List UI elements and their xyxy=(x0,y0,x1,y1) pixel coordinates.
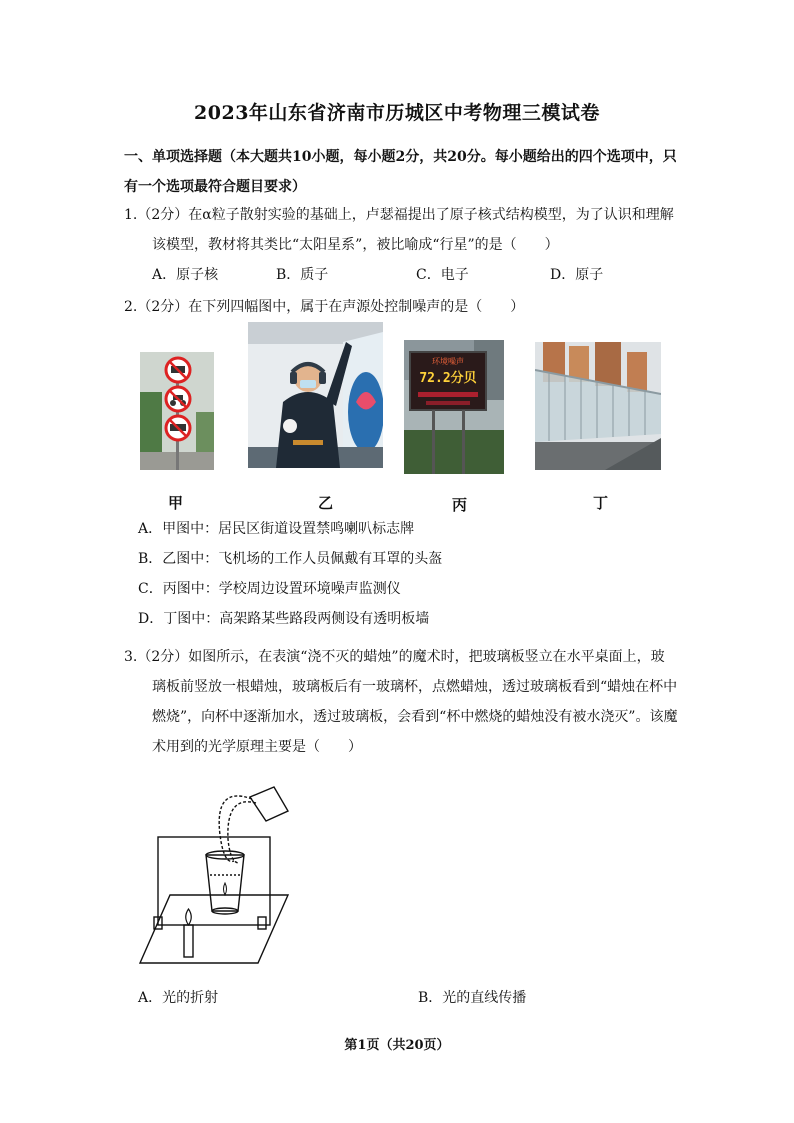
q2-option-d: D．丁图中：高架路某些路段两侧设有透明板墙 xyxy=(138,611,430,627)
no-tractor-sign-icon xyxy=(166,416,190,440)
candle-icon xyxy=(184,925,193,957)
q2-option-c: C．丙图中：学校周边设置环境噪声监测仪 xyxy=(138,581,401,597)
no-motorcycle-sign-icon xyxy=(166,387,190,411)
caption-yi: 乙 xyxy=(318,494,334,512)
q1-option-c: C．电子 xyxy=(416,267,469,283)
image-bing-noise-monitor xyxy=(404,340,504,474)
image-jia-no-horn-signs xyxy=(140,352,214,470)
question-2-stem: 2.（2分）在下列四幅图中，属于在声源处控制噪声的是（ ） xyxy=(124,299,525,315)
question-3-line1: 3.（2分）如图所示，在表演“浇不灭的蜡烛”的魔术时，把玻璃板竖立在水平桌面上，玻 xyxy=(124,649,665,665)
section-heading: 一、单项选择题（本大题共10小题，每小题2分，共20分。每小题给出的四个选项中，只有一个选项最符合题目要求） xyxy=(124,149,677,195)
question-3-line4: 术用到的光学原理主要是（ ） xyxy=(152,739,362,755)
q3-option-b: B．光的直线传播 xyxy=(418,990,527,1006)
question-1-line2: 该模型，教材将其类比“太阳星系”，被比喻成“行星”的是（ ） xyxy=(152,237,559,253)
no-horn-sign-icon xyxy=(166,358,190,382)
image-yi-airport-worker xyxy=(248,322,383,468)
q1-option-d: D．原子 xyxy=(550,267,604,283)
q2-option-a: A．甲图中：居民区街道设置禁鸣喇叭标志牌 xyxy=(138,521,415,537)
ear-muff-icon xyxy=(290,372,297,384)
caption-ding: 丁 xyxy=(593,494,609,512)
question-3-line2: 璃板前竖放一根蜡烛，玻璃板后有一玻璃杯，点燃蜡烛，透过玻璃板看到“蜡烛在杯中 xyxy=(152,679,678,695)
q1-option-a: A．原子核 xyxy=(152,267,219,283)
question-3-line3: 燃烧”，向杯中逐渐加水，透过玻璃板，会看到“杯中燃烧的蜡烛没有被水浇灭”。该魔 xyxy=(152,709,678,725)
glass-plate xyxy=(158,837,270,925)
page-title: 2023年山东省济南市历城区中考物理三模试卷 xyxy=(194,102,600,124)
q2-option-b: B．乙图中：飞机场的工作人员佩戴有耳罩的头盔 xyxy=(138,551,443,567)
pouring-cup-icon xyxy=(250,787,288,821)
page-footer: 第1页（共20页） xyxy=(344,1038,450,1053)
noise-display-value: 72.2分贝 xyxy=(419,371,477,386)
q1-option-b: B．质子 xyxy=(276,267,329,283)
noise-display-header: 环境噪声 xyxy=(432,357,464,366)
question-3 xyxy=(124,642,684,762)
caption-jia: 甲 xyxy=(168,494,184,512)
flame-icon xyxy=(186,909,192,925)
question-1-line1: 1.（2分）在α粒子散射实验的基础上，卢瑟福提出了原子核式结构模型，为了认识和理解 xyxy=(124,207,674,223)
candle-magic-diagram xyxy=(134,775,294,970)
q3-option-a: A．光的折射 xyxy=(138,990,219,1006)
image-ding-sound-barrier xyxy=(535,342,661,470)
caption-bing: 丙 xyxy=(452,496,468,514)
question-1 xyxy=(124,200,684,260)
